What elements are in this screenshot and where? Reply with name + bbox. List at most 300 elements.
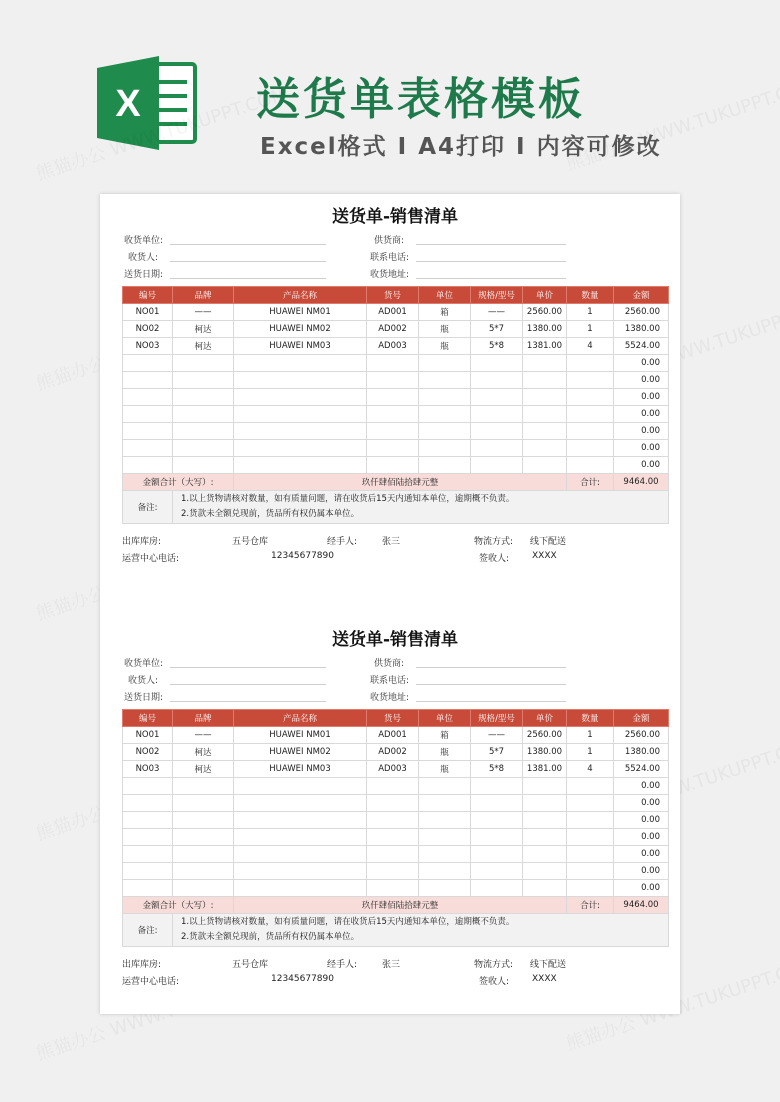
handler-label: 经手人: — [327, 960, 358, 970]
cell-unit[interactable] — [419, 440, 471, 457]
cell-id[interactable] — [123, 863, 173, 880]
table-row — [123, 778, 669, 795]
note-content — [173, 491, 669, 524]
handler-value[interactable]: 张三 — [382, 960, 401, 970]
cell-product[interactable] — [234, 423, 367, 440]
cell-spec[interactable] — [471, 457, 523, 474]
total-words[interactable]: 玖仟肆佰陆拾肆元整 — [234, 474, 567, 491]
cell-spec[interactable]: 5*8 — [471, 338, 523, 355]
cell-brand[interactable]: 柯达 — [173, 321, 234, 338]
cell-amount[interactable]: 0.00 — [614, 778, 669, 795]
sum-value[interactable]: 9464.00 — [614, 474, 669, 491]
cell-product[interactable] — [234, 778, 367, 795]
cell-sku[interactable]: AD001 — [367, 727, 419, 744]
cell-brand[interactable] — [173, 440, 234, 457]
warehouse-value[interactable]: 五号仓库 — [232, 960, 269, 970]
supplier-field[interactable] — [416, 667, 566, 668]
cell-qty[interactable] — [567, 355, 614, 372]
cell-unit[interactable] — [419, 880, 471, 897]
delivery-form — [122, 204, 668, 570]
handler-label: 经手人: — [327, 537, 358, 547]
cell-price[interactable] — [523, 778, 567, 795]
cell-product[interactable] — [234, 355, 367, 372]
cell-sku[interactable]: AD003 — [367, 338, 419, 355]
cell-spec[interactable] — [471, 880, 523, 897]
cell-price[interactable] — [523, 457, 567, 474]
cell-id[interactable] — [123, 389, 173, 406]
cell-brand[interactable] — [173, 355, 234, 372]
cell-amount[interactable]: 0.00 — [614, 829, 669, 846]
cell-unit[interactable] — [419, 457, 471, 474]
cell-unit[interactable]: 瓶 — [419, 761, 471, 778]
cell-amount[interactable]: 0.00 — [614, 355, 669, 372]
cell-amount[interactable]: 0.00 — [614, 846, 669, 863]
cell-sku[interactable] — [367, 812, 419, 829]
handler-value[interactable]: 张三 — [382, 537, 401, 547]
cell-brand[interactable] — [173, 880, 234, 897]
cell-qty[interactable]: 4 — [567, 761, 614, 778]
cell-product[interactable] — [234, 406, 367, 423]
cell-price[interactable] — [523, 406, 567, 423]
cell-product[interactable]: HUAWEI NM03 — [234, 761, 367, 778]
cell-unit[interactable]: 瓶 — [419, 744, 471, 761]
cell-price[interactable] — [523, 355, 567, 372]
cell-price[interactable] — [523, 372, 567, 389]
cell-unit[interactable] — [419, 846, 471, 863]
cell-amount[interactable]: 0.00 — [614, 795, 669, 812]
date-field[interactable] — [170, 278, 326, 279]
recv-person-field[interactable] — [170, 684, 326, 685]
cell-qty[interactable] — [567, 846, 614, 863]
cell-unit[interactable]: 瓶 — [419, 321, 471, 338]
document-page — [100, 194, 680, 1014]
header-col-amount: 金额 — [614, 287, 669, 304]
cell-id[interactable]: NO03 — [123, 338, 173, 355]
logistics-label: 物流方式: — [474, 960, 514, 970]
table-row — [123, 744, 669, 761]
cell-qty[interactable]: 1 — [567, 744, 614, 761]
note-line: 2.货款未全额兑现前，货品所有权仍属本单位。 — [181, 932, 360, 942]
cell-product[interactable] — [234, 880, 367, 897]
cell-sku[interactable] — [367, 440, 419, 457]
cell-qty[interactable]: 1 — [567, 304, 614, 321]
recv-unit-field[interactable] — [170, 667, 326, 668]
cell-brand[interactable]: 柯达 — [173, 744, 234, 761]
cell-product[interactable] — [234, 457, 367, 474]
ops-phone-label: 运营中心电话: — [122, 554, 180, 564]
cell-id[interactable]: NO01 — [123, 304, 173, 321]
cell-sku[interactable]: AD002 — [367, 744, 419, 761]
date-field[interactable] — [170, 701, 326, 702]
cell-product[interactable] — [234, 846, 367, 863]
table-row — [123, 406, 669, 423]
table-row — [123, 846, 669, 863]
header-col-spec: 规格/型号 — [471, 710, 523, 727]
cell-qty[interactable] — [567, 423, 614, 440]
cell-unit[interactable] — [419, 829, 471, 846]
cell-unit[interactable] — [419, 863, 471, 880]
cell-unit[interactable]: 箱 — [419, 727, 471, 744]
cell-amount[interactable]: 0.00 — [614, 440, 669, 457]
cell-id[interactable]: NO02 — [123, 744, 173, 761]
cell-id[interactable] — [123, 423, 173, 440]
delivery-form — [122, 627, 668, 993]
cell-spec[interactable]: 5*7 — [471, 744, 523, 761]
total-row — [123, 474, 669, 491]
total-words[interactable]: 玖仟肆佰陆拾肆元整 — [234, 897, 567, 914]
recv-person-label: 收货人: — [128, 253, 159, 263]
cell-unit[interactable] — [419, 795, 471, 812]
cell-brand[interactable]: —— — [173, 304, 234, 321]
cell-brand[interactable] — [173, 778, 234, 795]
cell-amount[interactable]: 0.00 — [614, 812, 669, 829]
logistics-label: 物流方式: — [474, 537, 514, 547]
header-col-price: 单价 — [523, 710, 567, 727]
table-row — [123, 457, 669, 474]
cell-amount[interactable]: 0.00 — [614, 423, 669, 440]
cell-brand[interactable]: 柯达 — [173, 761, 234, 778]
cell-product[interactable] — [234, 440, 367, 457]
cell-qty[interactable] — [567, 389, 614, 406]
header-col-price: 单价 — [523, 287, 567, 304]
cell-spec[interactable] — [471, 778, 523, 795]
cell-price[interactable] — [523, 423, 567, 440]
cell-spec[interactable] — [471, 846, 523, 863]
cell-spec[interactable]: —— — [471, 727, 523, 744]
signer-value[interactable]: XXXX — [532, 974, 557, 984]
cell-spec[interactable] — [471, 423, 523, 440]
cell-id[interactable] — [123, 795, 173, 812]
cell-qty[interactable] — [567, 863, 614, 880]
cell-spec[interactable] — [471, 389, 523, 406]
cell-spec[interactable]: 5*7 — [471, 321, 523, 338]
cell-amount[interactable]: 5524.00 — [614, 338, 669, 355]
cell-price[interactable] — [523, 812, 567, 829]
cell-product[interactable] — [234, 389, 367, 406]
cell-spec[interactable] — [471, 795, 523, 812]
cell-unit[interactable]: 瓶 — [419, 338, 471, 355]
header-col-spec: 规格/型号 — [471, 287, 523, 304]
note-line: 1.以上货物请核对数量，如有质量问题，请在收货后15天内通知本单位，逾期概不负责。 — [181, 494, 515, 504]
note-label: 备注: — [123, 914, 173, 947]
cell-sku[interactable]: AD003 — [367, 761, 419, 778]
cell-product[interactable] — [234, 795, 367, 812]
header-col-id: 编号 — [123, 287, 173, 304]
cell-price[interactable] — [523, 846, 567, 863]
ops-phone-label: 运营中心电话: — [122, 977, 180, 987]
cell-unit[interactable] — [419, 778, 471, 795]
cell-product[interactable] — [234, 863, 367, 880]
cell-product[interactable]: HUAWEI NM03 — [234, 338, 367, 355]
banner — [0, 0, 780, 190]
cell-qty[interactable] — [567, 880, 614, 897]
cell-spec[interactable]: —— — [471, 304, 523, 321]
cell-qty[interactable]: 4 — [567, 338, 614, 355]
cell-price[interactable] — [523, 389, 567, 406]
cell-amount[interactable]: 2560.00 — [614, 727, 669, 744]
cell-price[interactable]: 1381.00 — [523, 338, 567, 355]
cell-spec[interactable] — [471, 372, 523, 389]
cell-id[interactable]: NO02 — [123, 321, 173, 338]
total-label: 金额合计（大写）: — [123, 897, 234, 914]
warehouse-value[interactable]: 五号仓库 — [232, 537, 269, 547]
cell-id[interactable] — [123, 406, 173, 423]
cell-sku[interactable] — [367, 457, 419, 474]
recv-unit-label: 收货单位: — [124, 659, 164, 669]
cell-id[interactable] — [123, 355, 173, 372]
cell-spec[interactable] — [471, 355, 523, 372]
cell-price[interactable] — [523, 880, 567, 897]
header-col-amount: 金额 — [614, 710, 669, 727]
note-row — [123, 914, 669, 947]
sum-label: 合计: — [567, 897, 614, 914]
cell-amount[interactable]: 1380.00 — [614, 321, 669, 338]
cell-amount[interactable]: 0.00 — [614, 880, 669, 897]
header-col-product: 产品名称 — [234, 287, 367, 304]
form-footer — [122, 530, 668, 570]
excel-icon — [97, 56, 199, 150]
cell-product[interactable] — [234, 829, 367, 846]
table-row — [123, 372, 669, 389]
cell-brand[interactable] — [173, 372, 234, 389]
sum-label: 合计: — [567, 474, 614, 491]
total-row — [123, 897, 669, 914]
cell-unit[interactable] — [419, 812, 471, 829]
date-label: 送货日期: — [124, 270, 164, 280]
cell-price[interactable]: 1380.00 — [523, 321, 567, 338]
recv-unit-label: 收货单位: — [124, 236, 164, 246]
cell-qty[interactable] — [567, 440, 614, 457]
header-col-brand: 品牌 — [173, 710, 234, 727]
signer-label: 签收人: — [479, 554, 510, 564]
table-row — [123, 727, 669, 744]
cell-unit[interactable]: 箱 — [419, 304, 471, 321]
table-row — [123, 812, 669, 829]
excel-logo-letter: X — [115, 83, 141, 125]
cell-sku[interactable] — [367, 829, 419, 846]
cell-brand[interactable] — [173, 423, 234, 440]
header-col-unit: 单位 — [419, 287, 471, 304]
cell-amount[interactable]: 5524.00 — [614, 761, 669, 778]
cell-sku[interactable] — [367, 880, 419, 897]
date-label: 送货日期: — [124, 693, 164, 703]
header-col-sku: 货号 — [367, 710, 419, 727]
form-title: 送货单-销售清单 — [331, 207, 459, 227]
cell-sku[interactable] — [367, 863, 419, 880]
cell-product[interactable]: HUAWEI NM02 — [234, 744, 367, 761]
cell-qty[interactable]: 1 — [567, 727, 614, 744]
cell-sku[interactable] — [367, 778, 419, 795]
cell-qty[interactable] — [567, 795, 614, 812]
cell-spec[interactable] — [471, 406, 523, 423]
table-row — [123, 829, 669, 846]
cell-brand[interactable] — [173, 457, 234, 474]
cell-amount[interactable]: 0.00 — [614, 863, 669, 880]
cell-brand[interactable] — [173, 389, 234, 406]
cell-qty[interactable] — [567, 778, 614, 795]
header-col-brand: 品牌 — [173, 287, 234, 304]
cell-id[interactable] — [123, 846, 173, 863]
cell-brand[interactable]: —— — [173, 727, 234, 744]
signer-label: 签收人: — [479, 977, 510, 987]
note-content — [173, 914, 669, 947]
cell-amount[interactable]: 1380.00 — [614, 744, 669, 761]
cell-price[interactable] — [523, 863, 567, 880]
cell-id[interactable] — [123, 372, 173, 389]
cell-price[interactable] — [523, 440, 567, 457]
cell-unit[interactable] — [419, 406, 471, 423]
cell-amount[interactable]: 0.00 — [614, 457, 669, 474]
note-label: 备注: — [123, 491, 173, 524]
phone-label: 联系电话: — [370, 253, 410, 263]
cell-qty[interactable] — [567, 372, 614, 389]
items-table — [122, 286, 669, 524]
cell-id[interactable] — [123, 880, 173, 897]
cell-brand[interactable]: 柯达 — [173, 338, 234, 355]
warehouse-label: 出库库房: — [122, 537, 162, 547]
header-col-qty: 数量 — [567, 287, 614, 304]
cell-sku[interactable]: AD002 — [367, 321, 419, 338]
table-row — [123, 440, 669, 457]
cell-unit[interactable] — [419, 423, 471, 440]
cell-brand[interactable] — [173, 846, 234, 863]
cell-brand[interactable] — [173, 406, 234, 423]
cell-price[interactable]: 2560.00 — [523, 727, 567, 744]
cell-spec[interactable] — [471, 812, 523, 829]
cell-product[interactable] — [234, 812, 367, 829]
table-header-row — [123, 710, 669, 727]
cell-price[interactable] — [523, 829, 567, 846]
cell-unit[interactable] — [419, 389, 471, 406]
logistics-value[interactable]: 线下配送 — [530, 537, 567, 547]
banner-title: 送货单表格模板 — [256, 74, 585, 125]
cell-sku[interactable]: AD001 — [367, 304, 419, 321]
cell-sku[interactable] — [367, 406, 419, 423]
cell-sku[interactable] — [367, 795, 419, 812]
header-col-unit: 单位 — [419, 710, 471, 727]
cell-id[interactable] — [123, 812, 173, 829]
table-row — [123, 761, 669, 778]
cell-id[interactable] — [123, 457, 173, 474]
address-label: 收货地址: — [370, 270, 410, 280]
cell-price[interactable]: 1381.00 — [523, 761, 567, 778]
ops-phone-value[interactable]: 12345677890 — [271, 974, 334, 984]
cell-qty[interactable]: 1 — [567, 321, 614, 338]
cell-sku[interactable] — [367, 372, 419, 389]
header-col-id: 编号 — [123, 710, 173, 727]
cell-amount[interactable]: 0.00 — [614, 372, 669, 389]
warehouse-label: 出库库房: — [122, 960, 162, 970]
header-col-qty: 数量 — [567, 710, 614, 727]
cell-unit[interactable] — [419, 355, 471, 372]
address-field[interactable] — [416, 701, 566, 702]
cell-sku[interactable] — [367, 846, 419, 863]
banner-subtitle: Excel格式 I A4打印 I 内容可修改 — [260, 134, 662, 160]
cell-sku[interactable] — [367, 355, 419, 372]
cell-qty[interactable] — [567, 457, 614, 474]
form-info — [122, 230, 668, 282]
cell-id[interactable]: NO01 — [123, 727, 173, 744]
cell-product[interactable]: HUAWEI NM01 — [234, 304, 367, 321]
supplier-label: 供货商: — [374, 236, 405, 246]
cell-id[interactable] — [123, 829, 173, 846]
signer-value[interactable]: XXXX — [532, 551, 557, 561]
phone-field[interactable] — [416, 261, 566, 262]
table-row — [123, 389, 669, 406]
cell-amount[interactable]: 2560.00 — [614, 304, 669, 321]
cell-amount[interactable]: 0.00 — [614, 389, 669, 406]
cell-amount[interactable]: 0.00 — [614, 406, 669, 423]
phone-label: 联系电话: — [370, 676, 410, 686]
table-row — [123, 423, 669, 440]
recv-unit-field[interactable] — [170, 244, 326, 245]
cell-id[interactable]: NO03 — [123, 761, 173, 778]
cell-spec[interactable] — [471, 440, 523, 457]
sum-value[interactable]: 9464.00 — [614, 897, 669, 914]
cell-spec[interactable] — [471, 829, 523, 846]
table-row — [123, 880, 669, 897]
table-row — [123, 321, 669, 338]
note-row — [123, 491, 669, 524]
table-row — [123, 795, 669, 812]
cell-id[interactable] — [123, 778, 173, 795]
cell-brand[interactable] — [173, 863, 234, 880]
form-title: 送货单-销售清单 — [331, 630, 459, 650]
note-line: 1.以上货物请核对数量，如有质量问题，请在收货后15天内通知本单位，逾期概不负责。 — [181, 917, 515, 927]
cell-brand[interactable] — [173, 812, 234, 829]
form-info — [122, 653, 668, 705]
form-footer — [122, 953, 668, 993]
cell-product[interactable] — [234, 372, 367, 389]
cell-qty[interactable] — [567, 406, 614, 423]
note-line: 2.货款未全额兑现前，货品所有权仍属本单位。 — [181, 509, 360, 519]
table-header-row — [123, 287, 669, 304]
cell-spec[interactable] — [471, 863, 523, 880]
total-label: 金额合计（大写）: — [123, 474, 234, 491]
cell-price[interactable]: 1380.00 — [523, 744, 567, 761]
items-table — [122, 709, 669, 947]
cell-product[interactable]: HUAWEI NM01 — [234, 727, 367, 744]
cell-price[interactable] — [523, 795, 567, 812]
cell-qty[interactable] — [567, 812, 614, 829]
table-row — [123, 304, 669, 321]
cell-spec[interactable]: 5*8 — [471, 761, 523, 778]
cell-price[interactable]: 2560.00 — [523, 304, 567, 321]
cell-id[interactable] — [123, 440, 173, 457]
phone-field[interactable] — [416, 684, 566, 685]
address-field[interactable] — [416, 278, 566, 279]
logistics-value[interactable]: 线下配送 — [530, 960, 567, 970]
cell-product[interactable]: HUAWEI NM02 — [234, 321, 367, 338]
table-row — [123, 355, 669, 372]
header-col-product: 产品名称 — [234, 710, 367, 727]
recv-person-field[interactable] — [170, 261, 326, 262]
table-row — [123, 863, 669, 880]
address-label: 收货地址: — [370, 693, 410, 703]
cell-qty[interactable] — [567, 829, 614, 846]
cell-unit[interactable] — [419, 372, 471, 389]
cell-brand[interactable] — [173, 795, 234, 812]
ops-phone-value[interactable]: 12345677890 — [271, 551, 334, 561]
recv-person-label: 收货人: — [128, 676, 159, 686]
cell-brand[interactable] — [173, 829, 234, 846]
cell-sku[interactable] — [367, 423, 419, 440]
header-col-sku: 货号 — [367, 287, 419, 304]
table-row — [123, 338, 669, 355]
supplier-label: 供货商: — [374, 659, 405, 669]
cell-sku[interactable] — [367, 389, 419, 406]
supplier-field[interactable] — [416, 244, 566, 245]
